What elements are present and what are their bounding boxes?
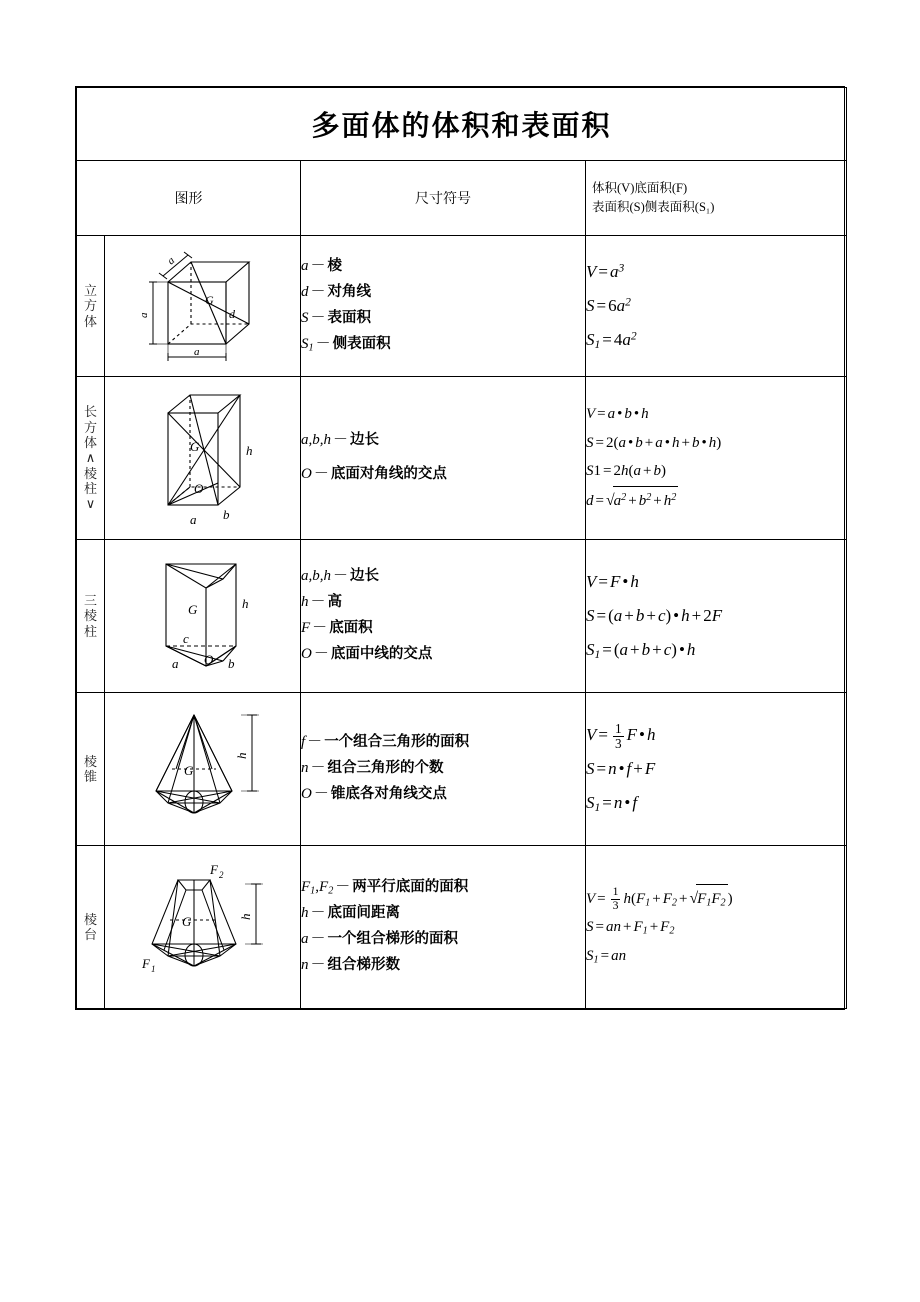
symbols-triangular-prism bbox=[301, 540, 586, 693]
svg-text:h: h bbox=[241, 596, 248, 611]
label-char: 棱 bbox=[83, 465, 97, 481]
label-char: 方 bbox=[83, 298, 97, 314]
symbol-line: n － 组合三角形的个数 bbox=[301, 760, 444, 777]
svg-text:G: G bbox=[183, 763, 193, 778]
formula-line: $S = 6a^2$ bbox=[586, 295, 631, 315]
symbol-line: $S_1$ － 侧表面积 bbox=[301, 335, 391, 354]
formulas-frustum bbox=[586, 846, 847, 1009]
symbol-line: O － 底面中线的交点 bbox=[301, 645, 433, 662]
formula-line: S = n • f + F bbox=[586, 759, 656, 778]
label-char: 体 bbox=[83, 313, 97, 329]
formula-line: $V = a^3$ bbox=[586, 261, 625, 281]
frustum-diagram bbox=[105, 846, 301, 1009]
label-char: 三 bbox=[83, 593, 97, 608]
row-label-cube bbox=[77, 236, 105, 377]
symbol-line: h － 底面间距离 bbox=[301, 905, 401, 922]
polyhedra-formula-table bbox=[75, 86, 845, 1010]
svg-text:c: c bbox=[182, 631, 189, 646]
formula-line: $S_1 = n$ • f bbox=[586, 793, 638, 814]
cube-figure bbox=[133, 242, 273, 370]
formula-line: S = an + $F_1 + F_2$ bbox=[586, 919, 675, 937]
label-char: 柱 bbox=[83, 480, 97, 496]
label-char: 立 bbox=[83, 283, 97, 298]
formula-line: S1 = 2h(a + b) bbox=[586, 463, 666, 480]
symbol-line: S － 表面积 bbox=[301, 310, 372, 326]
svg-text:a: a bbox=[193, 346, 199, 358]
page-title: 多面体的体积和表面积 bbox=[77, 88, 847, 161]
pyramid-figure bbox=[128, 699, 278, 839]
svg-text:b: b bbox=[227, 656, 234, 671]
symbol-line: d － 对角线 bbox=[301, 284, 372, 301]
svg-text:a: a bbox=[164, 254, 177, 268]
cuboid-diagram bbox=[105, 377, 301, 540]
svg-text:h: h bbox=[233, 752, 249, 759]
formula-line: V = a • b • h bbox=[586, 406, 649, 423]
svg-text:2: 2 bbox=[218, 870, 223, 880]
label-char: 长 bbox=[83, 404, 97, 420]
svg-text:d: d bbox=[228, 307, 235, 321]
triangular-prism-diagram bbox=[105, 540, 301, 693]
label-char: 体 bbox=[83, 435, 97, 450]
symbol-line: O － 底面对角线的交点 bbox=[301, 466, 447, 482]
label-char: 棱 bbox=[83, 753, 97, 769]
svg-text:F: F bbox=[209, 862, 218, 877]
label-char: 台 bbox=[83, 927, 97, 942]
svg-text:a: a bbox=[171, 656, 178, 671]
symbol-line: h － 高 bbox=[301, 594, 343, 611]
symbol-line: $F_1,F_2$ － 两平行底面的面积 bbox=[301, 879, 469, 897]
formula-line: V = $\frac{1}{3}$ F • h bbox=[586, 720, 656, 751]
svg-text:F: F bbox=[141, 956, 150, 971]
symbols-frustum bbox=[301, 846, 586, 1009]
formula-line: V = F • h bbox=[586, 572, 639, 591]
svg-text:h: h bbox=[245, 443, 252, 458]
formula-line: $S_1$ = an bbox=[586, 947, 627, 966]
header-symbols: 尺寸符号 bbox=[301, 161, 586, 236]
symbols-cube bbox=[301, 236, 586, 377]
svg-text:G: G bbox=[189, 439, 199, 454]
formula-line: S = 2(a • b + a • h + b • h) bbox=[586, 434, 722, 451]
label-char: ∨ bbox=[85, 496, 96, 512]
formula-line: S = (a + b + c) • h + 2F bbox=[586, 606, 723, 625]
formula-line: $S_1 = (a + b + c)$ • h bbox=[586, 640, 696, 661]
label-char: 柱 bbox=[83, 623, 97, 639]
cuboid-figure bbox=[128, 383, 278, 533]
row-label-triangular-prism bbox=[77, 540, 105, 693]
table-row bbox=[77, 693, 847, 846]
header-formula-line1: 体积(V)底面积(F) bbox=[592, 180, 688, 195]
svg-text:h: h bbox=[237, 913, 253, 920]
label-char: 锥 bbox=[83, 769, 97, 784]
table-row bbox=[77, 540, 847, 693]
title-row bbox=[77, 88, 847, 161]
row-label-cuboid bbox=[77, 377, 105, 540]
row-label-pyramid bbox=[77, 693, 105, 846]
svg-text:O: O bbox=[193, 481, 203, 496]
pyramid-diagram bbox=[105, 693, 301, 846]
symbol-line: n － 组合梯形数 bbox=[301, 956, 401, 973]
row-label-frustum bbox=[77, 846, 105, 1009]
label-char: 方 bbox=[83, 419, 97, 435]
label-char: 棱 bbox=[83, 608, 97, 624]
formulas-cube bbox=[586, 236, 847, 377]
symbol-line: a,b,h － 边长 bbox=[301, 568, 380, 585]
table-row bbox=[77, 377, 847, 540]
header-row bbox=[77, 161, 847, 236]
symbols-pyramid bbox=[301, 693, 586, 846]
frustum-figure bbox=[128, 852, 278, 1002]
formula-table bbox=[76, 87, 847, 1009]
header-formula-line2: 表面积(S)侧表面积(S₁) bbox=[592, 200, 715, 214]
symbol-line: F － 底面积 bbox=[301, 620, 373, 636]
svg-text:G: G bbox=[204, 293, 214, 307]
symbol-line: O － 锥底各对角线交点 bbox=[301, 785, 447, 802]
symbols-cuboid bbox=[301, 377, 586, 540]
symbol-line: f － 一个组合三角形的面积 bbox=[301, 734, 470, 751]
symbol-line: a － 棱 bbox=[301, 258, 343, 275]
label-char: 棱 bbox=[83, 911, 97, 927]
svg-text:1: 1 bbox=[150, 964, 155, 974]
svg-text:b: b bbox=[222, 507, 229, 522]
svg-text:a: a bbox=[137, 312, 150, 318]
formulas-triangular-prism bbox=[586, 540, 847, 693]
formulas-cuboid bbox=[586, 377, 847, 540]
svg-text:O: O bbox=[203, 652, 213, 667]
svg-text:a: a bbox=[189, 512, 196, 527]
label-char: ∧ bbox=[85, 450, 96, 466]
header-figure: 图形 bbox=[77, 161, 301, 236]
symbol-line: a － 一个组合梯形的面积 bbox=[301, 931, 459, 947]
symbol-line: a,b,h － 边长 bbox=[301, 432, 380, 449]
formula-line: $d = √a^2 + b^2 + h^2$ bbox=[586, 486, 846, 516]
svg-text:G: G bbox=[181, 914, 191, 929]
formula-line: V = $\frac{1}{3}$ $h(F_1 + F_2 + √F_1F_2$ ) bbox=[586, 885, 733, 912]
header-formula bbox=[586, 161, 847, 236]
table-row bbox=[77, 236, 847, 377]
triangular-prism-figure bbox=[128, 546, 278, 686]
table-row bbox=[77, 846, 847, 1009]
formula-line: $S_1 = 4a^2$ bbox=[586, 329, 637, 351]
cube-diagram bbox=[105, 236, 301, 377]
formulas-pyramid bbox=[586, 693, 847, 846]
svg-text:G: G bbox=[187, 602, 197, 617]
